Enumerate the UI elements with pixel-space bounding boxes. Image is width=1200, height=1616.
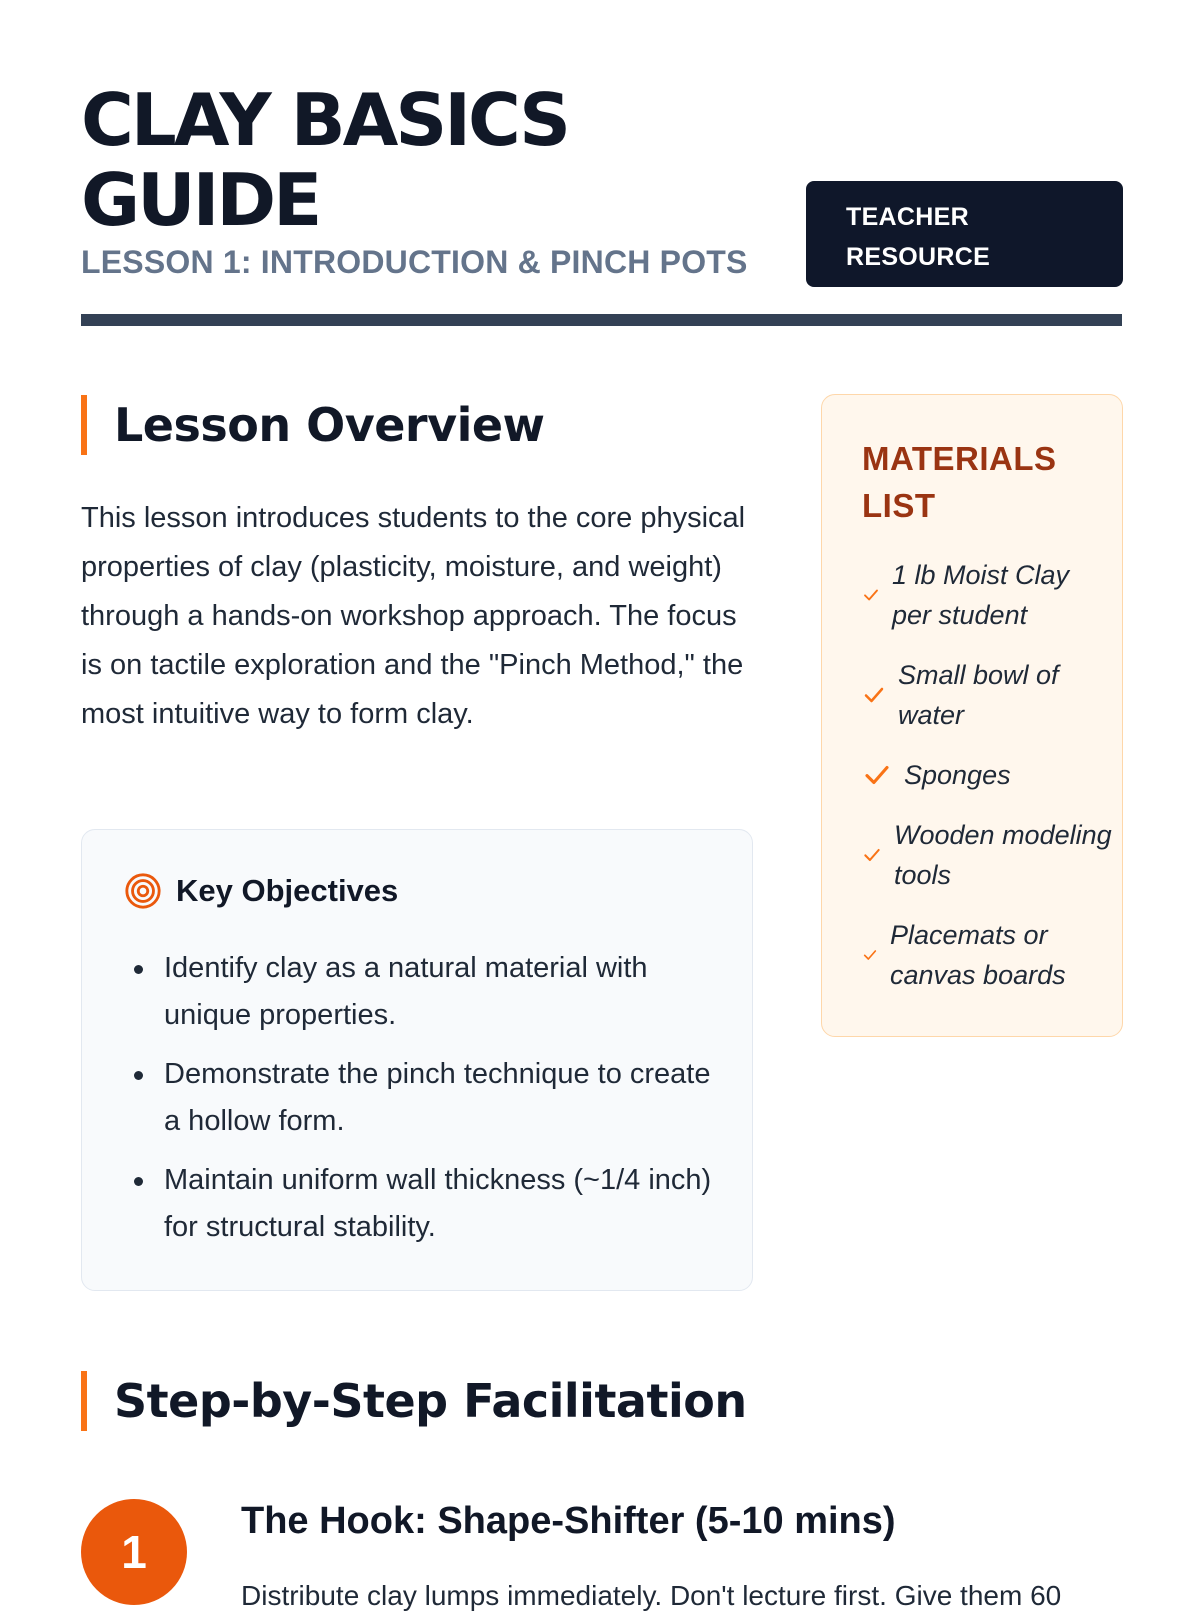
list-item: [862, 915, 1112, 995]
check-icon: [862, 683, 886, 707]
step-title: The Hook: Shape-Shifter (5-10 mins): [241, 1500, 896, 1542]
facilitation-heading-text: Step-by-Step Facilitation: [114, 1374, 747, 1428]
page-title: [81, 80, 801, 240]
material-label: Sponges: [904, 760, 1011, 790]
lesson-subtitle: LESSON 1: INTRODUCTION & PINCH POTS: [81, 244, 748, 280]
facilitation-heading: [81, 1371, 747, 1431]
objectives-list: [124, 945, 714, 1263]
target-icon: [124, 872, 162, 910]
materials-list-card: [821, 394, 1123, 1037]
check-icon: [862, 947, 878, 963]
check-icon: [862, 586, 880, 604]
list-item: [862, 755, 1112, 795]
list-item: Identify clay as a natural material with unique properties.: [124, 945, 714, 1039]
objectives-title: Key Objectives: [176, 873, 399, 908]
step-number-badge: 1: [81, 1499, 187, 1605]
list-item: Demonstrate the pinch technique to create a hollow form.: [124, 1051, 714, 1145]
heading-accent-bar: [81, 1371, 87, 1431]
step-description: Distribute clay lumps immediately. Don't lecture first. Give them 60: [241, 1580, 1062, 1611]
list-item: [862, 815, 1112, 895]
material-label: Wooden modeling tools: [894, 820, 1112, 890]
material-label: Small bowl of water: [898, 660, 1059, 730]
title-line-2: GUIDE: [81, 158, 320, 242]
badge-line-2: RESOURCE: [846, 243, 991, 271]
material-label: 1 lb Moist Clay per student: [892, 560, 1070, 630]
materials-title: MATERIALS LIST: [862, 440, 1057, 524]
page: [81, 0, 1121, 1611]
overview-paragraph: This lesson introduces students to the core physical properties of clay (plasticity, moisture, and weight) through a hands-on workshop approach. The focus is on tactile exploration and the "Pinch Method," the most intuitive way to form clay.: [81, 502, 746, 730]
heading-accent-bar: [81, 395, 87, 455]
objectives-header: [124, 872, 398, 910]
list-item: [862, 655, 1112, 735]
list-item: Maintain uniform wall thickness (~1/4 inch) for structural stability.: [124, 1157, 714, 1251]
check-icon: [862, 845, 882, 865]
title-line-1: CLAY BASICS: [81, 78, 569, 162]
overview-heading-text: Lesson Overview: [114, 398, 545, 452]
material-label: Placemats or canvas boards: [890, 920, 1066, 990]
overview-heading: [81, 395, 545, 455]
header-divider: [81, 314, 1122, 326]
badge-line-1: TEACHER: [846, 203, 969, 231]
key-objectives-card: [81, 829, 753, 1291]
teacher-resource-badge: [806, 181, 1123, 287]
list-item: [862, 555, 1112, 635]
check-icon: [862, 760, 892, 790]
